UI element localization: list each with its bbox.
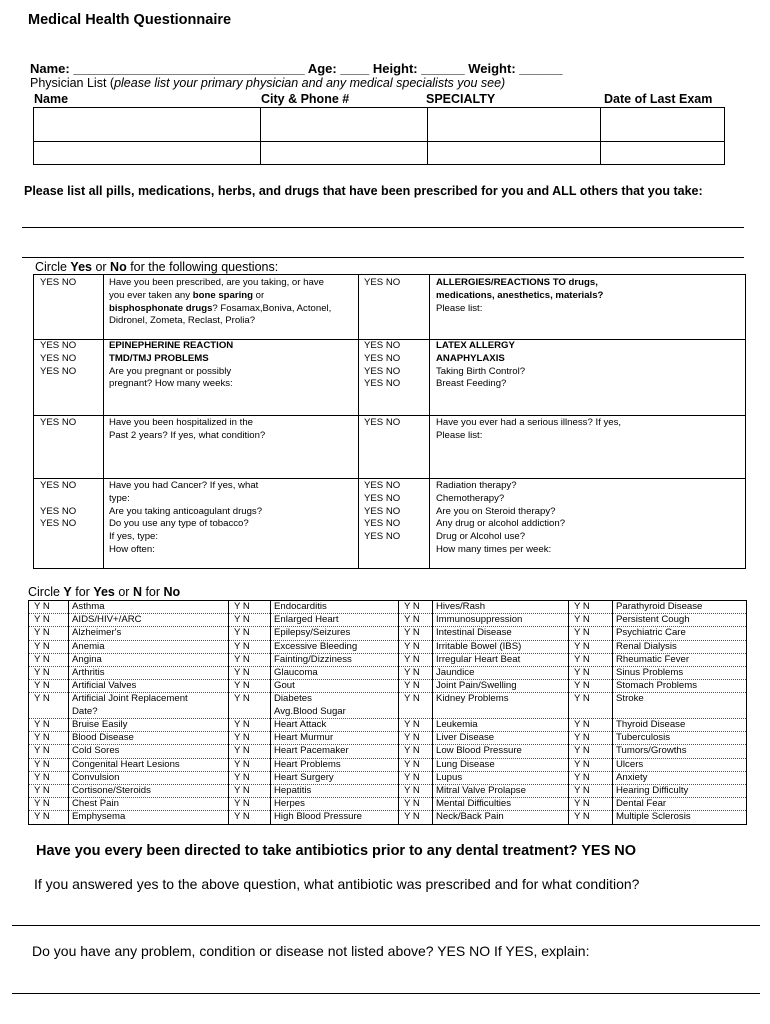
physician-city-phone-cell[interactable]: [261, 108, 428, 142]
condition-label: Persistent Cough: [613, 614, 747, 627]
conditions-row: [29, 693, 747, 719]
yes-no-circle-option[interactable]: Y N: [229, 693, 271, 719]
other-conditions-answer-line[interactable]: [12, 993, 760, 994]
yes-no-circle-option[interactable]: Y N: [569, 614, 613, 627]
conditions-row: [29, 745, 747, 758]
condition-label: Irritable Bowel (IBS): [433, 640, 569, 653]
condition-label: Asthma: [69, 601, 229, 614]
question-text-bold: EPINEPHERINE REACTION TMD/TMJ PROBLEMS: [109, 340, 234, 364]
physician-row: [34, 142, 725, 165]
yes-no-circle-option[interactable]: Y N: [569, 785, 613, 798]
condition-label: Low Blood Pressure: [433, 745, 569, 758]
condition-label: Neck/Back Pain: [433, 811, 569, 824]
question-text: Are you pregnant or possibly pregnant? How many weeks:: [109, 365, 233, 390]
yes-no-circle-option[interactable]: Y N: [399, 627, 433, 640]
physician-name-cell[interactable]: [34, 108, 261, 142]
antibiotics-question: Have you every been directed to take antibiotics prior to any dental treatment? YES NO: [36, 843, 637, 859]
conditions-row: [29, 811, 747, 824]
condition-label: Thyroid Disease: [613, 719, 747, 732]
condition-label: Hearing Difficulty: [613, 785, 747, 798]
question-cancer-anticoagulant-tobacco: Have you had Cancer? If yes, what type: Are you taking anticoagulant drugs? Do you use any type of tobacco? If yes, type: How often:: [109, 480, 263, 555]
yes-no-circle-option[interactable]: Y N: [29, 614, 69, 627]
yes-no-option[interactable]: YES NO YES NO YES NO: [40, 480, 77, 530]
question-text: ? Fosamax,Boniva, Actonel, Didronel, Zometa, Reclast, Prolia?: [109, 302, 332, 327]
yes-no-circle-option[interactable]: Y N: [29, 811, 69, 824]
yes-no-option[interactable]: YES NO YES NO YES NO YES NO YES NO: [364, 480, 401, 543]
yes-no-circle-option[interactable]: Y N: [399, 719, 433, 732]
yes-no-circle-option[interactable]: Y N: [569, 745, 613, 758]
yes-no-circle-option[interactable]: Y N: [399, 614, 433, 627]
condition-label: Alzheimer's: [69, 627, 229, 640]
divider: [34, 478, 745, 479]
condition-label: Lung Disease: [433, 758, 569, 771]
instruction-text: for: [71, 585, 94, 599]
yes-no-circle-option[interactable]: Y N: [29, 732, 69, 745]
condition-label: Diabetes Avg.Blood Sugar: [271, 693, 399, 719]
condition-label: Mitral Valve Prolapse: [433, 785, 569, 798]
instruction-text: or: [114, 585, 133, 599]
condition-label: Endocarditis: [271, 601, 399, 614]
condition-label: Enlarged Heart: [271, 614, 399, 627]
question-bone-sparing-drugs: [109, 277, 354, 328]
condition-label: Dental Fear: [613, 798, 747, 811]
yes-no-circle-option[interactable]: Y N: [29, 640, 69, 653]
physician-name-cell[interactable]: [34, 142, 261, 165]
yes-no-circle-option[interactable]: Y N: [569, 719, 613, 732]
yes-no-circle-option[interactable]: Y N: [399, 811, 433, 824]
condition-label: Sinus Problems: [613, 667, 747, 680]
yes-no-circle-option[interactable]: Y N: [569, 667, 613, 680]
condition-label: Ulcers: [613, 758, 747, 771]
yes-no-circle-option[interactable]: Y N: [569, 732, 613, 745]
condition-label: Tumors/Growths: [613, 745, 747, 758]
col-header-specialty: SPECIALTY: [426, 92, 496, 106]
question-text: Taking Birth Control? Breast Feeding?: [436, 365, 526, 390]
instruction-n: N: [132, 585, 142, 599]
conditions-row: [29, 614, 747, 627]
instruction-yes: Yes: [93, 585, 115, 599]
yes-no-circle-option[interactable]: Y N: [229, 601, 271, 614]
question-epinephrine-tmj-pregnant: [109, 340, 233, 391]
condition-label: Cold Sores: [69, 745, 229, 758]
yes-no-circle-option[interactable]: Y N: [399, 771, 433, 784]
yes-no-circle-option[interactable]: Y N: [399, 640, 433, 653]
yes-no-circle-option[interactable]: Y N: [399, 798, 433, 811]
condition-label: Irregular Heart Beat: [433, 653, 569, 666]
instruction-no: No: [163, 585, 181, 599]
condition-label: Tuberculosis: [613, 732, 747, 745]
condition-label: AIDS/HIV+/ARC: [69, 614, 229, 627]
divider: [103, 275, 104, 568]
conditions-row: [29, 601, 747, 614]
divider: [34, 415, 745, 416]
yes-no-circle-option[interactable]: Y N: [399, 680, 433, 693]
yes-no-option[interactable]: YES NO YES NO YES NO: [40, 340, 77, 377]
yes-no-circle-option[interactable]: Y N: [229, 614, 271, 627]
yes-no-circle-option[interactable]: Y N: [29, 771, 69, 784]
condition-label: Heart Murmur: [271, 732, 399, 745]
question-text-bold: bisphosphonate drugs: [109, 302, 213, 314]
condition-label: Renal Dialysis: [613, 640, 747, 653]
yes-no-circle-option[interactable]: Y N: [229, 640, 271, 653]
medications-prompt: Please list all pills, medications, herbs, and drugs that have been prescribed for you and ALL others that you take:: [24, 184, 703, 198]
conditions-row: [29, 798, 747, 811]
yes-no-circle-option[interactable]: Y N: [569, 758, 613, 771]
yes-no-circle-option[interactable]: Y N: [569, 811, 613, 824]
instruction-text: Circle: [35, 260, 71, 274]
yes-no-circle-option[interactable]: Y N: [569, 798, 613, 811]
instruction-text: or: [91, 260, 111, 274]
condition-label: Intestinal Disease: [433, 627, 569, 640]
yes-no-circle-option[interactable]: Y N: [29, 627, 69, 640]
yes-no-option[interactable]: YES NO: [364, 277, 401, 288]
physician-row: [34, 108, 725, 142]
yes-no-circle-option[interactable]: Y N: [229, 785, 271, 798]
circle-yes-no-instruction: [35, 260, 278, 274]
yes-no-circle-option[interactable]: Y N: [229, 732, 271, 745]
yes-no-circle-option[interactable]: Y N: [399, 732, 433, 745]
yes-no-circle-option[interactable]: Y N: [229, 719, 271, 732]
other-conditions-question: Do you have any problem, condition or disease not listed above? YES NO If YES, explain:: [32, 943, 590, 959]
conditions-row: [29, 732, 747, 745]
instruction-text: Circle: [28, 585, 64, 599]
yes-no-circle-option[interactable]: Y N: [569, 601, 613, 614]
question-latex-anaphylaxis-birth-control: [436, 340, 525, 391]
physician-date-cell[interactable]: [601, 142, 725, 165]
conditions-row: [29, 653, 747, 666]
instruction-y: Y: [63, 585, 72, 599]
condition-label: Blood Disease: [69, 732, 229, 745]
conditions-table: [28, 600, 747, 825]
condition-label: Joint Pain/Swelling: [433, 680, 569, 693]
yes-no-circle-option[interactable]: Y N: [229, 653, 271, 666]
yes-no-circle-option[interactable]: Y N: [229, 798, 271, 811]
condition-label: Hives/Rash: [433, 601, 569, 614]
yes-no-circle-option[interactable]: Y N: [229, 680, 271, 693]
yes-no-circle-option[interactable]: Y N: [569, 680, 613, 693]
condition-label: Gout: [271, 680, 399, 693]
yes-no-circle-option[interactable]: Y N: [569, 771, 613, 784]
conditions-row: [29, 771, 747, 784]
yes-no-circle-option[interactable]: Y N: [29, 719, 69, 732]
condition-label: Lupus: [433, 771, 569, 784]
yes-no-circle-option[interactable]: Y N: [29, 785, 69, 798]
page-title: Medical Health Questionnaire: [28, 12, 232, 28]
condition-label: Anemia: [69, 640, 229, 653]
condition-label: Parathyroid Disease: [613, 601, 747, 614]
yes-no-questions-box: [33, 274, 746, 569]
condition-label: Heart Attack: [271, 719, 399, 732]
question-serious-illness: Have you ever had a serious illness? If yes, Please list:: [436, 417, 622, 441]
physician-list-prefix: Physician List (: [30, 76, 115, 90]
col-header-name: Name: [34, 92, 69, 106]
yes-no-circle-option[interactable]: Y N: [29, 601, 69, 614]
conditions-row: [29, 785, 747, 798]
yes-no-circle-option[interactable]: Y N: [29, 798, 69, 811]
condition-label: Angina: [69, 653, 229, 666]
yes-no-circle-option[interactable]: Y N: [229, 758, 271, 771]
condition-label: Anxiety: [613, 771, 747, 784]
condition-label: Mental Difficulties: [433, 798, 569, 811]
instruction-no: No: [110, 260, 127, 274]
question-text: or: [252, 289, 265, 301]
question-text: Please list:: [436, 302, 483, 314]
condition-label: Multiple Sclerosis: [613, 811, 747, 824]
physician-date-cell[interactable]: [601, 108, 725, 142]
physician-city-phone-cell[interactable]: [261, 142, 428, 165]
yes-no-circle-option[interactable]: Y N: [229, 667, 271, 680]
condition-label: Artificial Valves: [69, 680, 229, 693]
yes-no-circle-option[interactable]: Y N: [569, 627, 613, 640]
antibiotics-answer-line[interactable]: [12, 925, 760, 926]
question-text-bold: ALLERGIES/REACTIONS TO drugs, medications, anesthetics, materials?: [436, 277, 604, 301]
conditions-row: [29, 667, 747, 680]
physician-specialty-cell[interactable]: [428, 108, 601, 142]
condition-label: Emphysema: [69, 811, 229, 824]
yes-no-circle-option[interactable]: Y N: [399, 745, 433, 758]
divider: [358, 275, 359, 568]
condition-label: Arthritis: [69, 667, 229, 680]
condition-label: Leukemia: [433, 719, 569, 732]
condition-label: Liver Disease: [433, 732, 569, 745]
condition-label: Chest Pain: [69, 798, 229, 811]
instruction-yes: Yes: [70, 260, 92, 274]
question-allergies: [436, 277, 603, 315]
question-text: Have you been prescribed, are you taking, or have you ever taken any: [109, 277, 324, 301]
question-hospitalized: Have you been hospitalized in the Past 2 years? If yes, what condition?: [109, 417, 266, 441]
yes-no-circle-option[interactable]: Y N: [569, 693, 613, 719]
condition-label: Heart Surgery: [271, 771, 399, 784]
instruction-text: for the following questions:: [126, 260, 279, 274]
yes-no-circle-option[interactable]: Y N: [229, 745, 271, 758]
conditions-row: [29, 758, 747, 771]
yes-no-option[interactable]: YES NO: [40, 417, 77, 428]
condition-label: Epilepsy/Seizures: [271, 627, 399, 640]
condition-label: Hepatitis: [271, 785, 399, 798]
medications-answer-line[interactable]: [22, 227, 744, 228]
condition-label: Excessive Bleeding: [271, 640, 399, 653]
condition-label: Rheumatic Fever: [613, 653, 747, 666]
condition-label: Immunosuppression: [433, 614, 569, 627]
name-age-height-weight-row[interactable]: Name: ________________________________ Age: ____ Height: ______ Weight: ______: [30, 61, 563, 76]
condition-label: Bruise Easily: [69, 719, 229, 732]
condition-label: Herpes: [271, 798, 399, 811]
antibiotics-followup-question: If you answered yes to the above question, what antibiotic was prescribed and for what condition?: [34, 876, 640, 892]
question-text-bold: LATEX ALLERGY ANAPHYLAXIS: [436, 340, 515, 364]
condition-label: Kidney Problems: [433, 693, 569, 719]
yes-no-option[interactable]: YES NO: [40, 277, 77, 288]
col-header-date-last-exam: Date of Last Exam: [604, 92, 713, 106]
yes-no-circle-option[interactable]: Y N: [29, 680, 69, 693]
conditions-row: [29, 680, 747, 693]
physician-table: [33, 107, 725, 165]
yes-no-circle-option[interactable]: Y N: [29, 667, 69, 680]
condition-label: Congenital Heart Lesions: [69, 758, 229, 771]
physician-list-instruction: please list your primary physician and any medical specialists you see): [114, 76, 506, 90]
yes-no-circle-option[interactable]: Y N: [569, 640, 613, 653]
divider: [429, 275, 430, 568]
yes-no-circle-option[interactable]: Y N: [399, 785, 433, 798]
yes-no-circle-option[interactable]: Y N: [229, 771, 271, 784]
condition-label: Jaundice: [433, 667, 569, 680]
yes-no-option[interactable]: YES NO YES NO YES NO YES NO: [364, 340, 401, 390]
condition-label: Heart Pacemaker: [271, 745, 399, 758]
yes-no-circle-option[interactable]: Y N: [29, 758, 69, 771]
conditions-row: [29, 627, 747, 640]
yes-no-circle-option[interactable]: Y N: [399, 758, 433, 771]
yes-no-circle-option[interactable]: Y N: [29, 653, 69, 666]
yes-no-circle-option[interactable]: Y N: [399, 693, 433, 719]
yes-no-circle-option[interactable]: Y N: [29, 693, 69, 719]
yes-no-circle-option[interactable]: Y N: [569, 653, 613, 666]
condition-label: Cortisone/Steroids: [69, 785, 229, 798]
condition-label: Convulsion: [69, 771, 229, 784]
yes-no-circle-option[interactable]: Y N: [399, 667, 433, 680]
physician-list-label: [30, 76, 505, 90]
question-radiation-steroid-drug-use: Radiation therapy? Chemotherapy? Are you on Steroid therapy? Any drug or alcohol addiction? Drug or Alcohol use? How many times per week:: [436, 480, 566, 555]
instruction-text: for: [141, 585, 164, 599]
conditions-row: [29, 640, 747, 653]
conditions-row: [29, 719, 747, 732]
condition-label: Stroke: [613, 693, 747, 719]
yes-no-circle-option[interactable]: Y N: [399, 653, 433, 666]
yes-no-circle-option[interactable]: Y N: [29, 745, 69, 758]
medications-answer-line[interactable]: [22, 257, 744, 258]
col-header-city-phone: City & Phone #: [261, 92, 350, 106]
condition-label: Fainting/Dizziness: [271, 653, 399, 666]
yes-no-circle-option[interactable]: Y N: [229, 627, 271, 640]
condition-label: Glaucoma: [271, 667, 399, 680]
question-text-bold: bone sparing: [192, 289, 253, 301]
yes-no-option[interactable]: YES NO: [364, 417, 401, 428]
condition-label: High Blood Pressure: [271, 811, 399, 824]
condition-label: Artificial Joint Replacement Date?: [69, 693, 229, 719]
yes-no-circle-option[interactable]: Y N: [229, 811, 271, 824]
condition-label: Stomach Problems: [613, 680, 747, 693]
condition-label: Heart Problems: [271, 758, 399, 771]
physician-specialty-cell[interactable]: [428, 142, 601, 165]
condition-label: Psychiatric Care: [613, 627, 747, 640]
yes-no-circle-option[interactable]: Y N: [399, 601, 433, 614]
circle-y-n-instruction: [28, 585, 180, 599]
